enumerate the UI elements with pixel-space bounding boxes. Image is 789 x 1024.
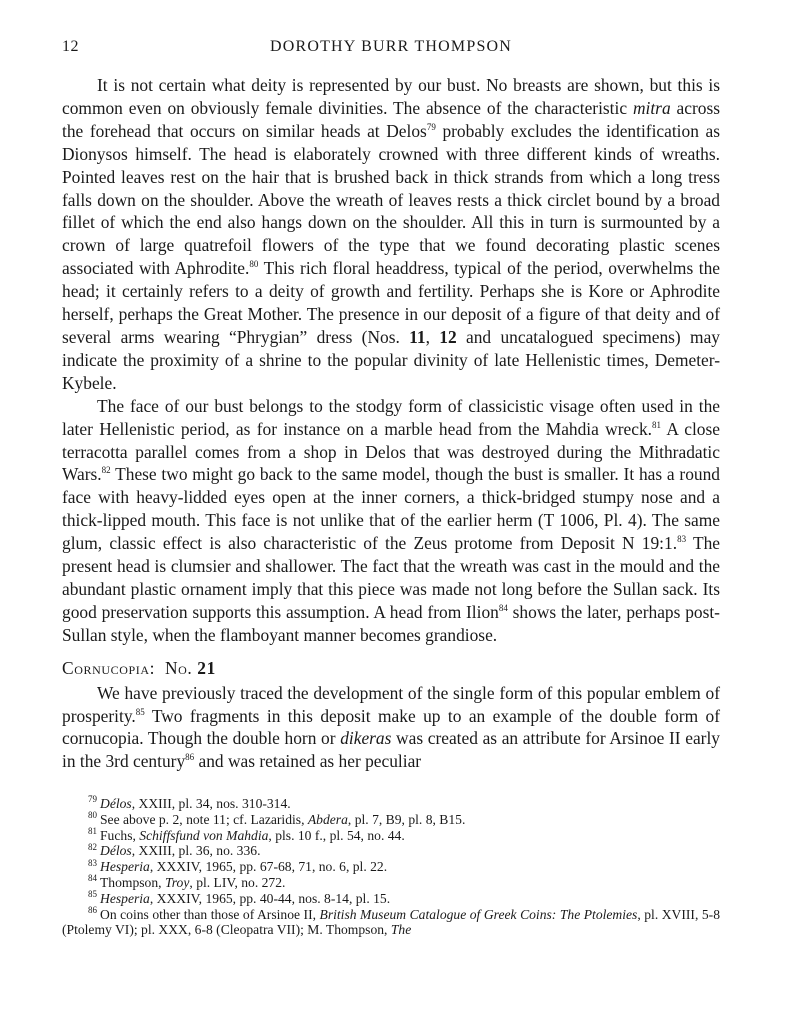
footnote <box>62 843 720 859</box>
footnote <box>62 859 720 875</box>
footnote-number: 86 <box>88 905 97 916</box>
footnote-ref: 82 <box>101 465 111 476</box>
footnote-number: 79 <box>88 794 97 805</box>
footnote-ref: 83 <box>677 534 687 545</box>
footnote <box>62 907 720 939</box>
italic-text: mitra <box>632 97 671 118</box>
running-head: DOROTHY BURR THOMPSON <box>269 38 513 55</box>
italic-text: dikeras <box>340 728 392 749</box>
footnote-ref: 85 <box>135 706 145 717</box>
text-run: See above p. 2, note 11; cf. Lazaridis, <box>100 811 308 827</box>
footnote-ref: 86 <box>185 752 195 763</box>
footnote-ref: 80 <box>249 259 259 270</box>
footnote-number: 85 <box>88 889 97 900</box>
text-run: A close terracotta parallel comes from a shop in Delos that was destroyed during the Mithradatic Wars. <box>62 418 720 485</box>
text-run: , XXIII, pl. 34, nos. 310-314. <box>131 796 291 811</box>
text-run: and was retained as her peculiar <box>194 751 422 772</box>
text-run: Two fragments in this deposit make up to an example of the double form of cornucopia. Though the double horn or <box>62 705 720 749</box>
section-heading-cornucopia <box>62 657 720 680</box>
text-run: and uncatalogued specimens) may indicate the proximity of a shrine to the popular divinity of late Hellenistic times, Demeter-Kybele. <box>62 326 720 393</box>
footnote-ref: 79 <box>426 122 436 133</box>
italic-text: Schiffsfund von Mahdia <box>139 827 269 843</box>
catalogue-number: 12 <box>439 326 457 347</box>
footnote-number: 84 <box>88 873 97 884</box>
italic-text: Délos <box>100 843 132 859</box>
italic-text: Troy <box>164 874 190 890</box>
italic-text: Délos <box>100 796 132 811</box>
text-run: was created as an attribute for Arsinoe II early in the 3rd century <box>62 728 720 772</box>
text-run: , pl. XVIII, 5-8 (Ptolemy VI); pl. XXX, 6-8 (Cleopatra VII); M. Thompson, <box>62 906 720 938</box>
page-number: 12 <box>62 38 79 55</box>
italic-text: Hesperia <box>100 890 150 906</box>
text-run: , pls. 10 f., pl. 54, no. 44. <box>268 827 405 843</box>
section-label: Cornucopia <box>62 657 150 678</box>
section-separator: : <box>149 657 156 678</box>
italic-text: Abdera <box>307 811 348 827</box>
text-run: The present head is clumsier and shallower. The fact that the wreath was cast in the mould and the abundant plastic ornament imply that this piece was made not long before the Sullan sack. Its good preservation supports this assumption. A head from Ilion <box>62 533 721 622</box>
text-run: The face of our bust belongs to the stodgy form of classicistic visage often used in the later Hellenistic period, as for instance on a marble head from the Mahdia wreck. <box>62 395 720 439</box>
paragraph-cornucopia <box>62 682 720 774</box>
main-text <box>62 74 720 773</box>
text-run: , pl. 7, B9, pl. 8, B15. <box>347 811 466 827</box>
footnote-number: 83 <box>88 857 97 868</box>
footnote-ref: 81 <box>652 419 661 430</box>
text-run: shows the later, perhaps post-Sullan style, when the flamboyant manner becomes grandiose. <box>62 601 720 645</box>
text-run: These two might go back to the same model, though the bust is smaller. It has a round face with heavy-lidded eyes open at the inner corners, a thick-bridged stumpy nose and a thick-lipped mouth. This face is not unlike that of the earlier herm (T 1006, Pl. 4). The same glum, classic effect is also characteristic of the Zeus protome from Deposit N 19:1. <box>62 464 720 554</box>
text-run: , XXXIV, 1965, pp. 40-44, nos. 8-14, pl. 15. <box>149 890 391 906</box>
page-header <box>62 38 720 62</box>
italic-text: Hesperia <box>100 859 150 875</box>
text-run: On coins other than those of Arsinoe II, <box>100 906 320 922</box>
footnote <box>62 828 720 844</box>
text-run: Thompson, <box>100 874 165 890</box>
italic-text: British Museum Catalogue of Greek Coins: The Ptolemies <box>319 906 638 922</box>
text-run: , <box>425 326 440 347</box>
footnote <box>62 812 720 828</box>
italic-text: The <box>390 922 412 938</box>
section-no-prefix: No. <box>164 657 193 678</box>
text-run: , XXIII, pl. 36, no. 336. <box>131 843 261 859</box>
text-run: This rich floral headdress, typical of the period, overwhelms the head; it certainly refers to a deity of growth and fertility. Perhaps she is Kore or Aphrodite herself, perhaps the Great Mother. The presence in our deposit of a figure of that deity and of several arms wearing “Phrygian” dress (Nos. <box>62 258 720 347</box>
paragraph-deity <box>62 74 720 395</box>
paragraph-face <box>62 395 720 647</box>
text-run: , pl. LIV, no. 272. <box>189 874 286 890</box>
footnotes <box>62 796 720 938</box>
footnote <box>62 796 720 812</box>
text-run: It is not certain what deity is represented by our bust. No breasts are shown, but this is common even on obviously female divinities. The absence of the characteristic <box>62 75 720 118</box>
catalogue-number: 11 <box>409 326 426 347</box>
footnote-number: 80 <box>88 810 97 821</box>
text-run: across the forehead that occurs on similar heads at Delos <box>62 97 720 141</box>
footnote-ref: 84 <box>498 603 508 614</box>
text-run: Fuchs, <box>100 827 140 843</box>
footnote-number: 82 <box>88 841 97 852</box>
text-run: We have previously traced the development of the single form of this popular emblem of prosperity. <box>62 682 720 726</box>
text-run: , XXXIV, 1965, pp. 67-68, 71, no. 6, pl. 22. <box>149 859 388 875</box>
footnote <box>62 891 720 907</box>
footnote-number: 81 <box>88 826 97 837</box>
section-number: 21 <box>197 657 216 678</box>
footnote <box>62 875 720 891</box>
text-run: probably excludes the identification as Dionysos himself. The head is elaborately crowned with three different kinds of wreaths. Pointed leaves rest on the hair that is brushed back in thick strands from which a long tress falls down on the shoulder. Above the wreath of leaves rests a thick circlet bound by a broad fillet of which the end also hangs down on the shoulder. All this in turn is surmounted by a crown of large quatrefoil flowers of the type that we found decorating plastic scenes associated with Aphrodite. <box>62 120 720 279</box>
